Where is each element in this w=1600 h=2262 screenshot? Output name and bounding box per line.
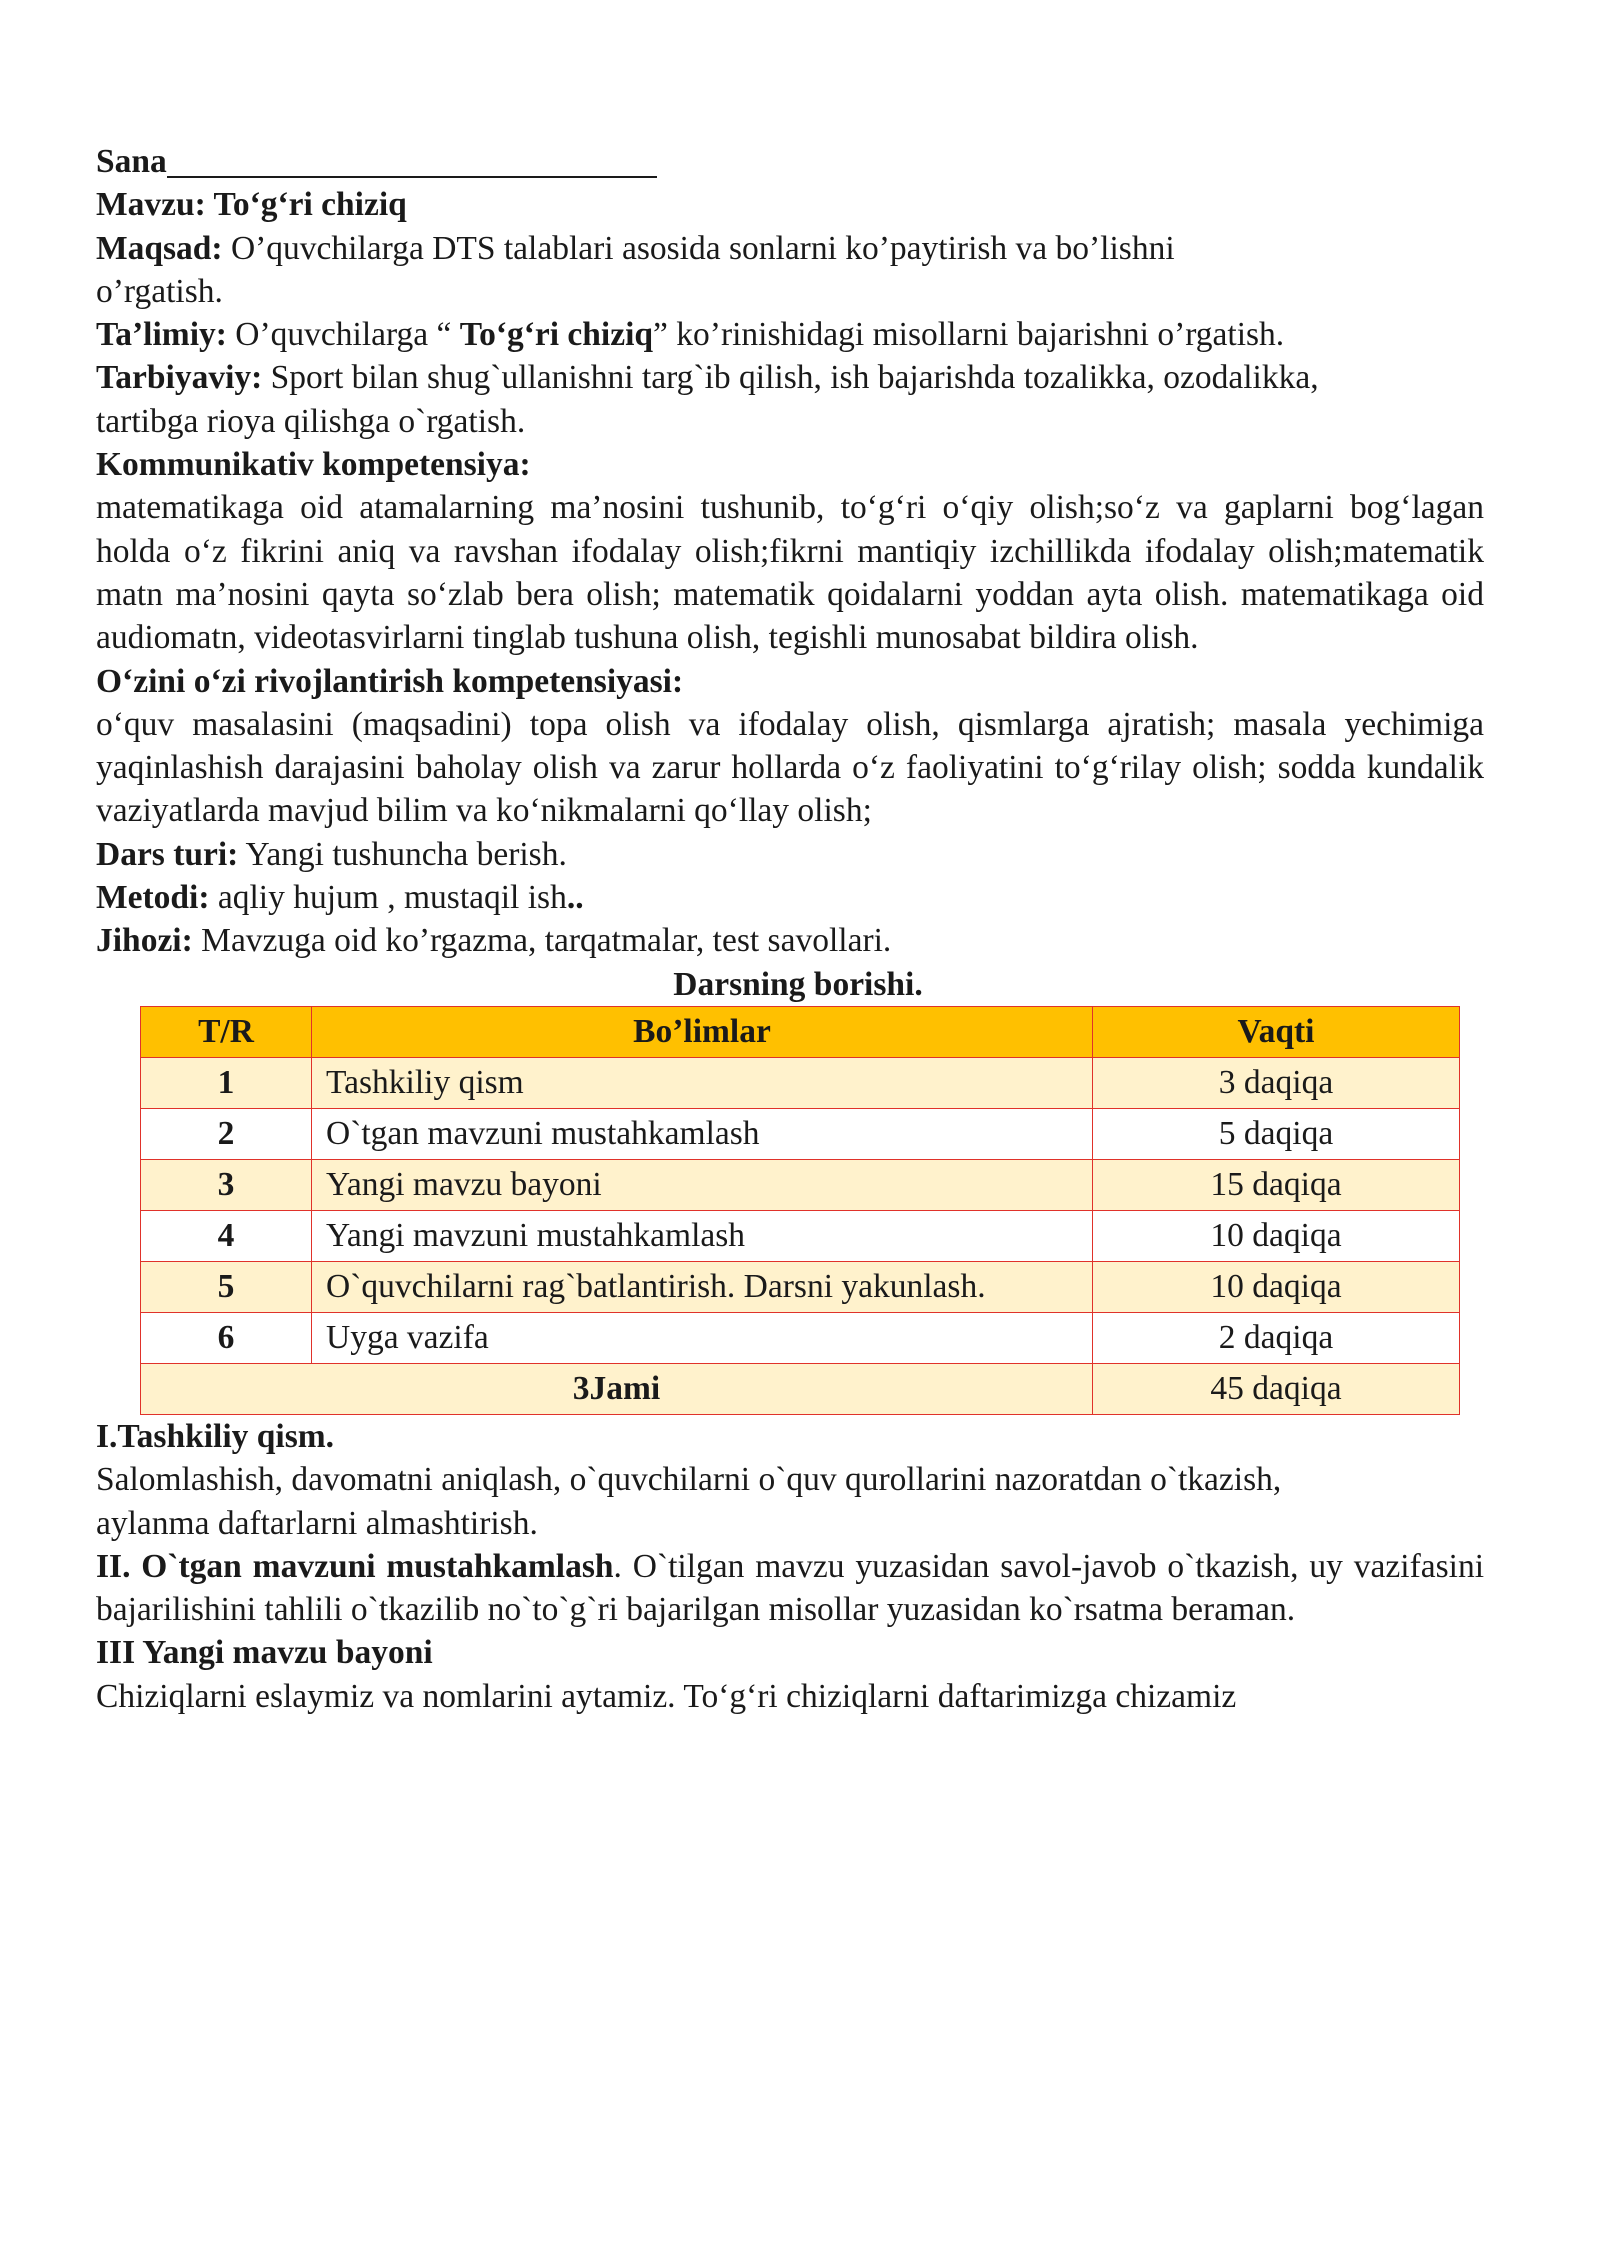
- educational-text-post: ” ko’rinishidagi misollarni bajarishni o’rgatish.: [653, 316, 1285, 354]
- table-row: [141, 1261, 1460, 1312]
- date-line: [96, 140, 1500, 183]
- section-new-topic-title-text: III Yangi mavzu bayoni: [96, 1634, 433, 1672]
- communicative-title: [96, 443, 1500, 486]
- date-label: Sana: [96, 143, 167, 180]
- header-time: Vaqti: [1093, 1006, 1460, 1057]
- topic-label: Mavzu: To‘g‘ri chiziq: [96, 186, 407, 224]
- educational-topic: To‘g‘ri chiziq: [459, 316, 654, 354]
- row-number: 6: [141, 1312, 312, 1363]
- section-new-topic-title: [96, 1631, 1500, 1674]
- row-number: 5: [141, 1261, 312, 1312]
- row-time: 10 daqiqa: [1093, 1261, 1460, 1312]
- total-label: 3Jami: [141, 1363, 1093, 1414]
- row-time: 2 daqiqa: [1093, 1312, 1460, 1363]
- table-row: [141, 1159, 1460, 1210]
- educational-line: [96, 313, 1500, 356]
- goal-label: Maqsad:: [96, 229, 223, 267]
- section-new-topic-text: Chiziqlarni eslaymiz va nomlarini aytamiz. To‘g‘ri chiziqlarni daftarimizga chizamiz: [96, 1677, 1237, 1715]
- table-row: [141, 1312, 1460, 1363]
- row-number: 1: [141, 1057, 312, 1108]
- communicative-title-text: Kommunikativ kompetensiya:: [96, 446, 531, 484]
- header-sections: Bo’limlar: [312, 1006, 1093, 1057]
- lesson-type-line: [96, 833, 1500, 876]
- equipment-line: [96, 919, 1500, 962]
- table-row: [141, 1210, 1460, 1261]
- section-review-title: II. O`tgan mavzuni mustahkamlash: [96, 1547, 614, 1585]
- upbringing-line-2: tartibga rioya qilishga o`rgatish.: [96, 402, 526, 440]
- row-number: 4: [141, 1210, 312, 1261]
- method-label: Metodi:: [96, 879, 210, 917]
- row-section: Yangi mavzu bayoni: [312, 1159, 1093, 1210]
- section-review-text: . O`tilgan mavzu yuzasidan savol-javob o`tkazish, uy vazifasini bajarilishini tahlili o`tkazilib no`to`g`ri bajarilgan misollar yuzasidan ko`rsatma beraman.: [96, 1547, 1485, 1629]
- goal-line: [96, 227, 1500, 270]
- table-header-row: [141, 1006, 1460, 1057]
- row-time: 3 daqiqa: [1093, 1057, 1460, 1108]
- upbringing-line: [96, 356, 1500, 399]
- lesson-type-value: Yangi tushuncha berish.: [238, 835, 567, 873]
- section-organizational-line-1: Salomlashish, davomatni aniqlash, o`quvchilarni o`quv qurollarini nazoratdan o`tkazish,: [96, 1461, 1282, 1499]
- self-development-title: [96, 660, 1500, 703]
- lesson-flow-table: [140, 1006, 1460, 1415]
- row-time: 15 daqiqa: [1093, 1159, 1460, 1210]
- row-number: 3: [141, 1159, 312, 1210]
- method-line: [96, 876, 1500, 919]
- section-review: [96, 1545, 1484, 1632]
- lesson-type-label: Dars turi:: [96, 835, 239, 873]
- lesson-plan-page: [96, 140, 1500, 1718]
- section-organizational-title: [96, 1415, 1500, 1458]
- table-row: [141, 1057, 1460, 1108]
- upbringing-text-1: Sport bilan shug`ullanishni targ`ib qilish, ish bajarishda tozalikka, ozodalikka,: [262, 359, 1319, 397]
- table-total-row: [141, 1363, 1460, 1414]
- goal-line-2: o’rgatish.: [96, 272, 223, 310]
- topic-line: [96, 183, 1500, 226]
- row-time: 5 daqiqa: [1093, 1108, 1460, 1159]
- method-end: ..: [566, 879, 584, 917]
- equipment-label: Jihozi:: [96, 922, 193, 960]
- row-section: Uyga vazifa: [312, 1312, 1093, 1363]
- section-organizational-title-text: I.Tashkiliy qism.: [96, 1417, 335, 1455]
- equipment-value: Mavzuga oid ko’rgazma, tarqatmalar, test savollari.: [192, 922, 892, 960]
- upbringing-label: Tarbiyaviy:: [96, 359, 263, 397]
- communicative-text: matematikaga oid atamalarning ma’nosini tushunib, to‘g‘ri o‘qiy olish;so‘z va gaplarni bog‘lagan holda o‘z fikrini aniq va ravshan ifodalay olish;fikrni mantiqiy izchillikda ifodalay olish;matematik matn ma’nosini qayta so‘zlab bera olish; matematik qoidalarni yoddan ayta olish. matematikaga oid audiomatn, videotasvirlarni tinglab tushuna olish, tegishli munosabat bildira olish.: [96, 489, 1484, 657]
- header-number: T/R: [141, 1006, 312, 1057]
- self-development-title-text: O‘zini o‘zi rivojlantirish kompetensiyasi:: [96, 662, 684, 700]
- educational-label: Ta’limiy:: [96, 316, 227, 354]
- method-value: aqliy hujum , mustaqil ish: [209, 879, 567, 917]
- educational-text-pre: O’quvchilarga “: [226, 316, 460, 354]
- table-row: [141, 1108, 1460, 1159]
- row-number: 2: [141, 1108, 312, 1159]
- row-section: Yangi mavzuni mustahkamlash: [312, 1210, 1093, 1261]
- row-section: O`tgan mavzuni mustahkamlash: [312, 1108, 1093, 1159]
- row-time: 10 daqiqa: [1093, 1210, 1460, 1261]
- row-section: O`quvchilarni rag`batlantirish. Darsni yakunlash.: [312, 1261, 1093, 1312]
- row-section: Tashkiliy qism: [312, 1057, 1093, 1108]
- date-blank: [167, 142, 657, 178]
- goal-text-1: O’quvchilarga DTS talablari asosida sonlarni ko’paytirish va bo’lishni: [222, 229, 1175, 267]
- lesson-flow-title: Darsning borishi.: [673, 965, 923, 1003]
- total-time: 45 daqiqa: [1093, 1363, 1460, 1414]
- self-development-text: o‘quv masalasini (maqsadini) topa olish va ifodalay olish, qismlarga ajratish; masala yechimiga yaqinlashish darajasini baholay olish va zarur hollarda o‘z faoliyatini to‘g‘rilay olish; sodda kundalik vaziyatlarda mavjud bilim va ko‘nikmalarni qo‘llay olish;: [96, 705, 1484, 830]
- section-organizational-line-2: aylanma daftarlarni almashtirish.: [96, 1504, 538, 1542]
